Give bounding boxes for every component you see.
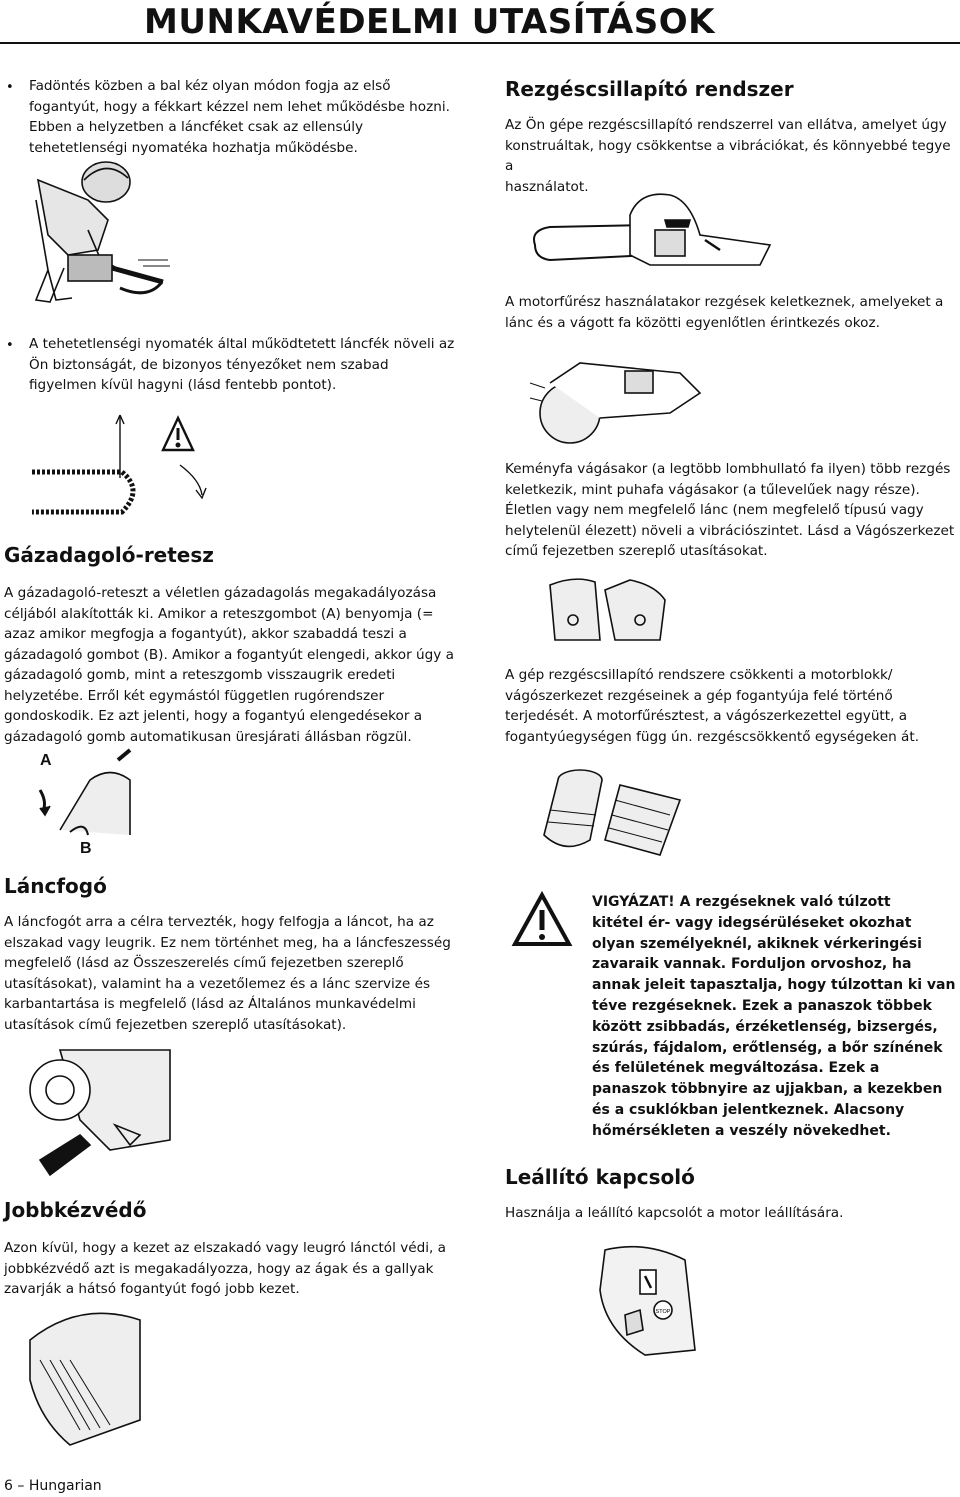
chain-catcher-text: A láncfogót arra a célra tervezték, hogy felfogja a láncot, ha az elszakad vagy leugrik. Ez nem történhet meg, ha a láncfeszesség megfelelő (lásd az Összeszerelés című fejezetben szereplő utasításokat), valamint ha a vezetőlemez és a lánc szervize és karbantartása is megfelelő (lásd az Általános munkavédelmi utasítások című fejezetben szereplő utasításokat). <box>4 914 451 1033</box>
right-hand-guard-heading: Jobbkézvédő <box>4 1198 147 1222</box>
throttle-lockout-text: A gázadagoló-reteszt a véletlen gázadagolás megakadályozása céljából alakították ki. Amikor a reteszgombot (A) benyomja (= azaz amikor megfogja a fogantyút), akkor szabaddá teszi a gázadagoló gombot (B). Amikor a fogantyút elengedi, akkor úgy a gázadagoló gomb, mint a reteszgomb visszaugrik eredeti helyzetébe. Erről két egymástól független rugórendszer gondoskodik. Ez azt jelenti, hogy a fogantyú elengedésekor a gázadagoló gomb automatikusan üresjárati állásban rögzül. <box>4 585 454 745</box>
chain-catcher-heading: Láncfogó <box>4 874 107 898</box>
vibration-dampers-illustration <box>520 760 700 860</box>
kickback-bar-illustration <box>30 410 230 525</box>
stop-sticker-label: STOP <box>655 1309 671 1315</box>
label-a: A <box>40 752 52 769</box>
throttle-lockout-heading: Gázadagoló-retesz <box>4 543 214 567</box>
label-b: B <box>80 840 92 857</box>
felling-person-illustration <box>28 160 178 320</box>
vibration-warning-text: VIGYÁZAT! A rezgéseknek való túlzott kitétel ér- vagy idegsérüléseket okozhat olyan személyeknél, akiknek vérkeringési zavaraik vannak. Forduljon orvoshoz, ha annak jeleit tapasztalja, hogy túlzottan ki van téve rezgéseknek. Ezek a panaszok többek között zsibbadás, érzéketlenség, bizsergés, szúrás, fájdalom, erőtlenség, a bőr színének és felületének megváltozása. Ezek a panaszok többnyire az ujjakban, a kezekben és a csuklókban jelentkeznek. Alacsony hőmérsékleten a veszély növekedhet. <box>592 894 956 1139</box>
hardwood-vibration-text: Keményfa vágásakor (a legtöbb lombhullató fa ilyen) több rezgés keletkezik, mint puhafa vágásakor (a tűlevelűek nagy része). Életlen vagy nem megfelelő lánc (nem megfelelő típusú vagy helytelenül élezett) növeli a vibrációszintet. Lásd a Vágószerkezet című fejezetben szereplő utasításokat. <box>505 461 955 559</box>
inertia-bullet-text: A tehetetlenségi nyomaték által működtetett láncfék növeli az Ön biztonságát, de bizonyos tényezőket nem szabad figyelmen kívül hagyni (lásd fentebb pontot). <box>29 336 455 393</box>
page-footer <box>4 1478 102 1494</box>
right-hand-guard-text: Azon kívül, hogy a kezet az elszakadó vagy leugró lánctól védi, a jobbkézvédő azt is megakadályozza, hogy az ágak és a gallyak zavarják a hátsó fogantyút fogó jobb kezet. <box>4 1240 447 1297</box>
vibration-cause-text: A motorfűrész használatakor rezgések keletkeznek, amelyeket a lánc és a vágott fa közötti egyenlőtlen érintkezés okoz. <box>505 294 944 331</box>
felling-bullet-text: Fadöntés közben a bal kéz olyan módon fogja az első fogantyút, hogy a fékkart kézzel nem lehet működésbe hozni. Ebben a helyzetben a láncféket csak az ellensúly tehetetlenségi nyomatéka hozhatja működésbe. <box>29 78 450 156</box>
damping-system-text: A gép rezgéscsillapító rendszere csökkenti a motorblokk/ vágószerkezet rezgéseinek a gép fogantyúja felé történő terjedését. A motorfűrésztest, a vágószerkezettel együtt, a fogantyúegységen függ ún. rezgéscsökkentő egységeken át. <box>505 667 920 745</box>
bullet-marker: • <box>6 80 14 95</box>
warning-triangle-icon <box>512 892 572 947</box>
stop-switch-illustration <box>585 1240 705 1360</box>
stop-switch-heading: Leállító kapcsoló <box>505 1165 695 1189</box>
throttle-lockout-illustration <box>30 760 140 840</box>
bullet-marker: • <box>6 338 14 353</box>
footer-language: Hungarian <box>28 1478 102 1494</box>
header-rule <box>0 42 960 44</box>
vibration-damping-heading: Rezgéscsillapító rendszer <box>505 77 794 101</box>
chain-catcher-illustration <box>20 1040 180 1185</box>
page-title: MUNKAVÉDELMI UTASÍTÁSOK <box>144 2 715 42</box>
chainsaw-cutting-illustration <box>530 343 710 443</box>
chain-links-illustration <box>545 570 675 650</box>
footer-dash: – <box>17 1478 25 1494</box>
stop-switch-text: Használja a leállító kapcsolót a motor leállítására. <box>505 1205 844 1221</box>
right-hand-guard-illustration <box>20 1300 150 1450</box>
page-number: 6 <box>4 1478 13 1494</box>
chainsaw-illustration <box>530 185 780 285</box>
vibration-intro-text: Az Ön gépe rezgéscsillapító rendszerrel van ellátva, amelyet úgy konstruáltak, hogy csökkentse a vibrációkat, és könnyebbé tegye a használatot. <box>505 117 951 195</box>
